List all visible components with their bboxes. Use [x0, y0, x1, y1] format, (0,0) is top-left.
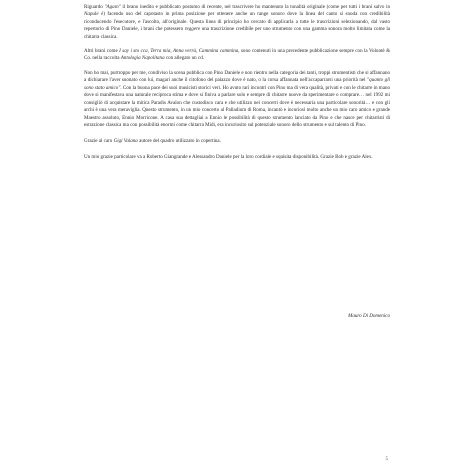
text-run: con allegato un cd. — [164, 55, 204, 62]
text-run: Altri brani come — [84, 47, 120, 54]
paragraph-cover-thanks — [84, 138, 390, 145]
text-run: autore del quadro utilizzato in copertina. — [137, 137, 221, 144]
text-run: ) facendo uso del capotasto in prima posizione per ottenere anche un range sonoro dove la linea del canto si snoda con credibilità riconducendo l'esecutore, e l'ascolto, all'originale. Questa linea di principio ho cercato di applicarla a tutte le trascrizioni selezionando, dal vasto repertorio di Pino Daniele, i brani che potessero — [84, 11, 390, 33]
italic-text-run: "quanto gli sono stato amico" — [84, 77, 390, 91]
author-signature: Mauro Di Domenico — [348, 313, 390, 319]
text-run: Grazie al caro — [84, 137, 114, 144]
italic-text-run: Napule è — [84, 11, 104, 18]
text-run: Riguardo — [84, 4, 105, 10]
paragraph-other-songs — [84, 48, 390, 63]
text-run: Non ho mai, purtroppo per me, condiviso la scena pubblica con Pino Daniele e non rientro nella categoria dei tanti, troppi strumentisti che si affannano a dichiarare l'aver suonato con lui, magari anche il citofono del palazzo dove è nato, o la corsa affannata nell'accaparrarsi una priorità nel — [84, 69, 390, 84]
italic-text-run: reggere — [184, 26, 201, 33]
text-run: Un mio grazie particolare va a Roberto Giangrande e Alessandro Daniele per la loro cordiale e squisita disponibilità. Grazie Bob e grazie Alex. — [84, 153, 373, 160]
page-number: 5 — [385, 456, 388, 462]
text-run: il brano inedito e pubblicato postumo di recente, nel trascrivere ho mantenuto la tonalità originale (come per tutti i brani salvo in — [120, 4, 390, 10]
paragraph-pino-daniele-memories — [84, 70, 390, 130]
paragraph-agaın-transcription — [84, 4, 390, 41]
italic-text-run: Antologia Napolitana — [120, 55, 165, 62]
italic-text-run: Gigi Vaiana — [113, 137, 138, 144]
text-run: una trascrizione credibile per uno strumento con una gamma sonora molto limitata come la chitarra classica. — [84, 26, 390, 40]
italic-text-run: I say i sto cca, Terra mia, Anna verrà, Cammina cammina — [119, 47, 239, 54]
paragraph-special-thanks — [84, 154, 390, 161]
document-body — [84, 4, 390, 161]
text-run: . Con la buona pace dei suoi musicisti storici veri. Ho avuto rari incontri con Pino ma di vera qualità, privati e con le chitarre in mano dove si manifestava una naturale reciproca stima e dove si finiva a parlare solo e sempre di chitarre nuove da sperimentare o comprare… nel 1992 mi consigliò di acquistare la mitica Paradis Avalon che custodisco cara e che utilizzo nei concerti dove è necessaria una particolare sonorità… e con gli archi è una vera meraviglia. Questo strumento, in un mio concerto al Palladium di Roma, incantò e incuriosì molto anche un mio caro amico e grande Maestro assoluto, Ennio Morricone. A casa sua dettagliai a Ennio le possibilità di questo strumento lanciato da Pino e che nasce per chitarristi di estrazione classica ma con possibilità enormi come chitarra Midi, era incuriosito sul potenziale sonoro dello strumento e sul talento di Pino. — [84, 84, 391, 129]
italic-text-run: "Agaın" — [104, 4, 121, 10]
text-run: , sono contenuti in una precedente pubblicazione sempre con la Volontè & Co. nella raccolta — [84, 47, 390, 62]
